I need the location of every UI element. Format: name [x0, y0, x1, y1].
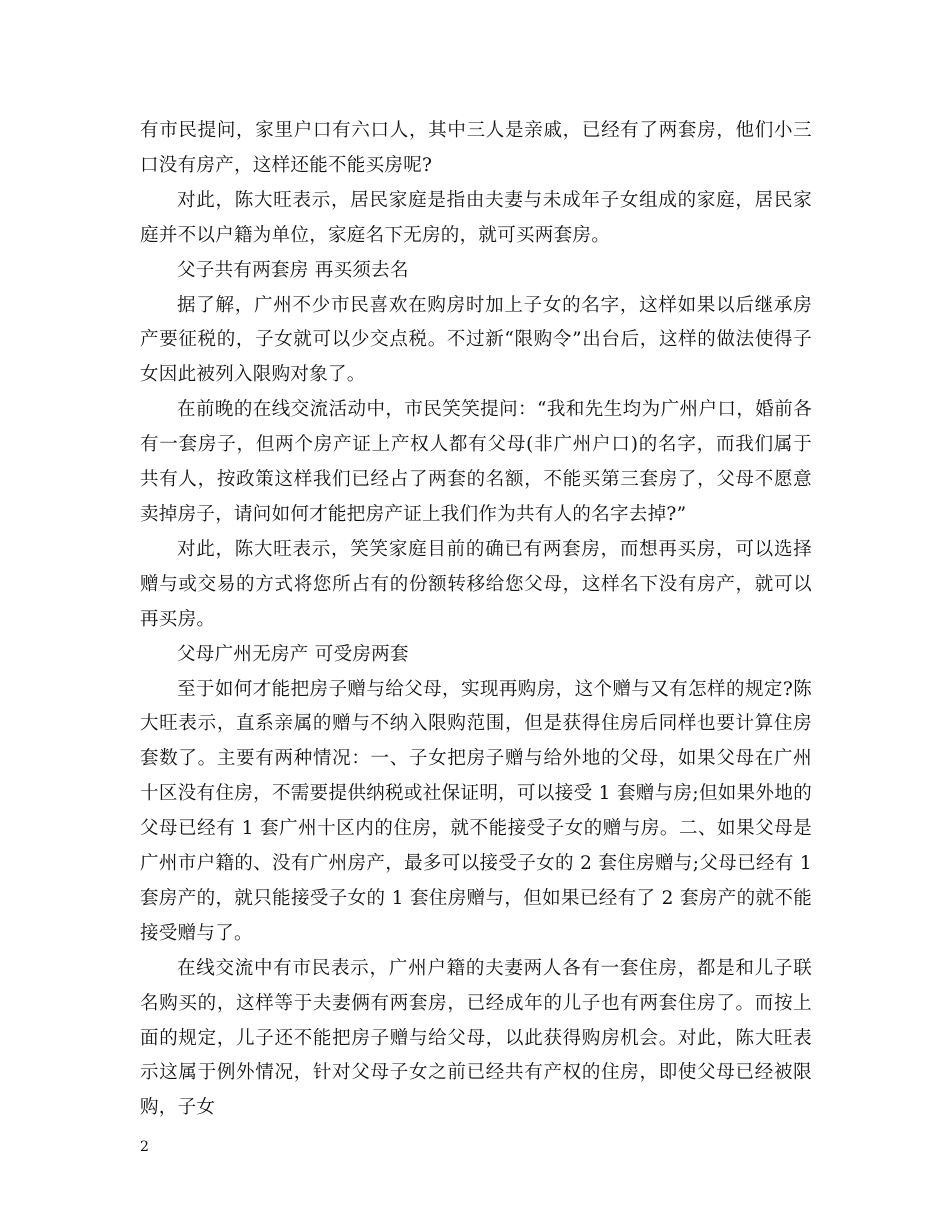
- paragraph: 在前晚的在线交流活动中，市民笑笑提问：“我和先生均为广州户口，婚前各有一套房子，但两个房产证上产权人都有父母(非广州户口)的名字，而我们属于共有人，按政策这样我们已经占了两套的名额，不能买第三套房了，父母不愿意卖掉房子，请问如何才能把房产证上我们作为共有人的名字去掉?”: [140, 399, 812, 525]
- paragraph: 有市民提问，家里户口有六口人，其中三人是亲戚，已经有了两套房，他们小三口没有房产，这样还能不能买房呢?: [140, 120, 812, 176]
- section-heading: 父母广州无房产 可受房两套: [177, 643, 409, 665]
- paragraph: 对此，陈大旺表示，笑笑家庭目前的确已有两套房，而想再买房，可以选择赠与或交易的方式将您所占有的份额转移给您父母，这样名下没有房产，就可以再买房。: [140, 538, 812, 630]
- paragraph: 对此，陈大旺表示，居民家庭是指由夫妻与未成年子女组成的家庭，居民家庭并不以户籍为单位，家庭名下无房的，就可买两套房。: [140, 189, 812, 246]
- section-heading: 父子共有两套房 再买须去名: [177, 259, 409, 281]
- paragraph: 至于如何才能把房子赠与给父母，实现再购房，这个赠与又有怎样的规定?陈大旺表示，直系亲属的赠与不纳入限购范围，但是获得住房后同样也要计算住房套数了。主要有两种情况：一、子女把房子赠与给外地的父母，如果父母在广州十区没有住房，不需要提供纳税或社保证明，可以接受 1 套赠与房;但如果外地的父母已经有 1 套广州十区内的住房，就不能接受子女的赠与房。二、如果父母是广州市户籍的、没有广州房产，最多可以接受子女的 2 套住房赠与;父母已经有 1 套房产的，就只能接受子女的 1 套住房赠与，但如果已经有了 2 套房产的就不能接受赠与了。: [140, 678, 812, 944]
- article-body: [140, 114, 812, 1126]
- paragraph: 在线交流中有市民表示，广州户籍的夫妻两人各有一套住房，都是和儿子联名购买的，这样等于夫妻俩有两套房，已经成年的儿子也有两套住房了。而按上面的规定，儿子还不能把房子赠与给父母，以此获得购房机会。对此，陈大旺表示这属于例外情况，针对父母子女之前已经共有产权的住房，即使父母已经被限购，子女: [140, 957, 812, 1119]
- paragraph: 据了解，广州不少市民喜欢在购房时加上子女的名字，这样如果以后继承房产要征税的，子女就可以少交点税。不过新“限购令”出台后，这样的做法使得子女因此被列入限购对象了。: [140, 294, 812, 386]
- page-number: 2: [140, 1139, 149, 1155]
